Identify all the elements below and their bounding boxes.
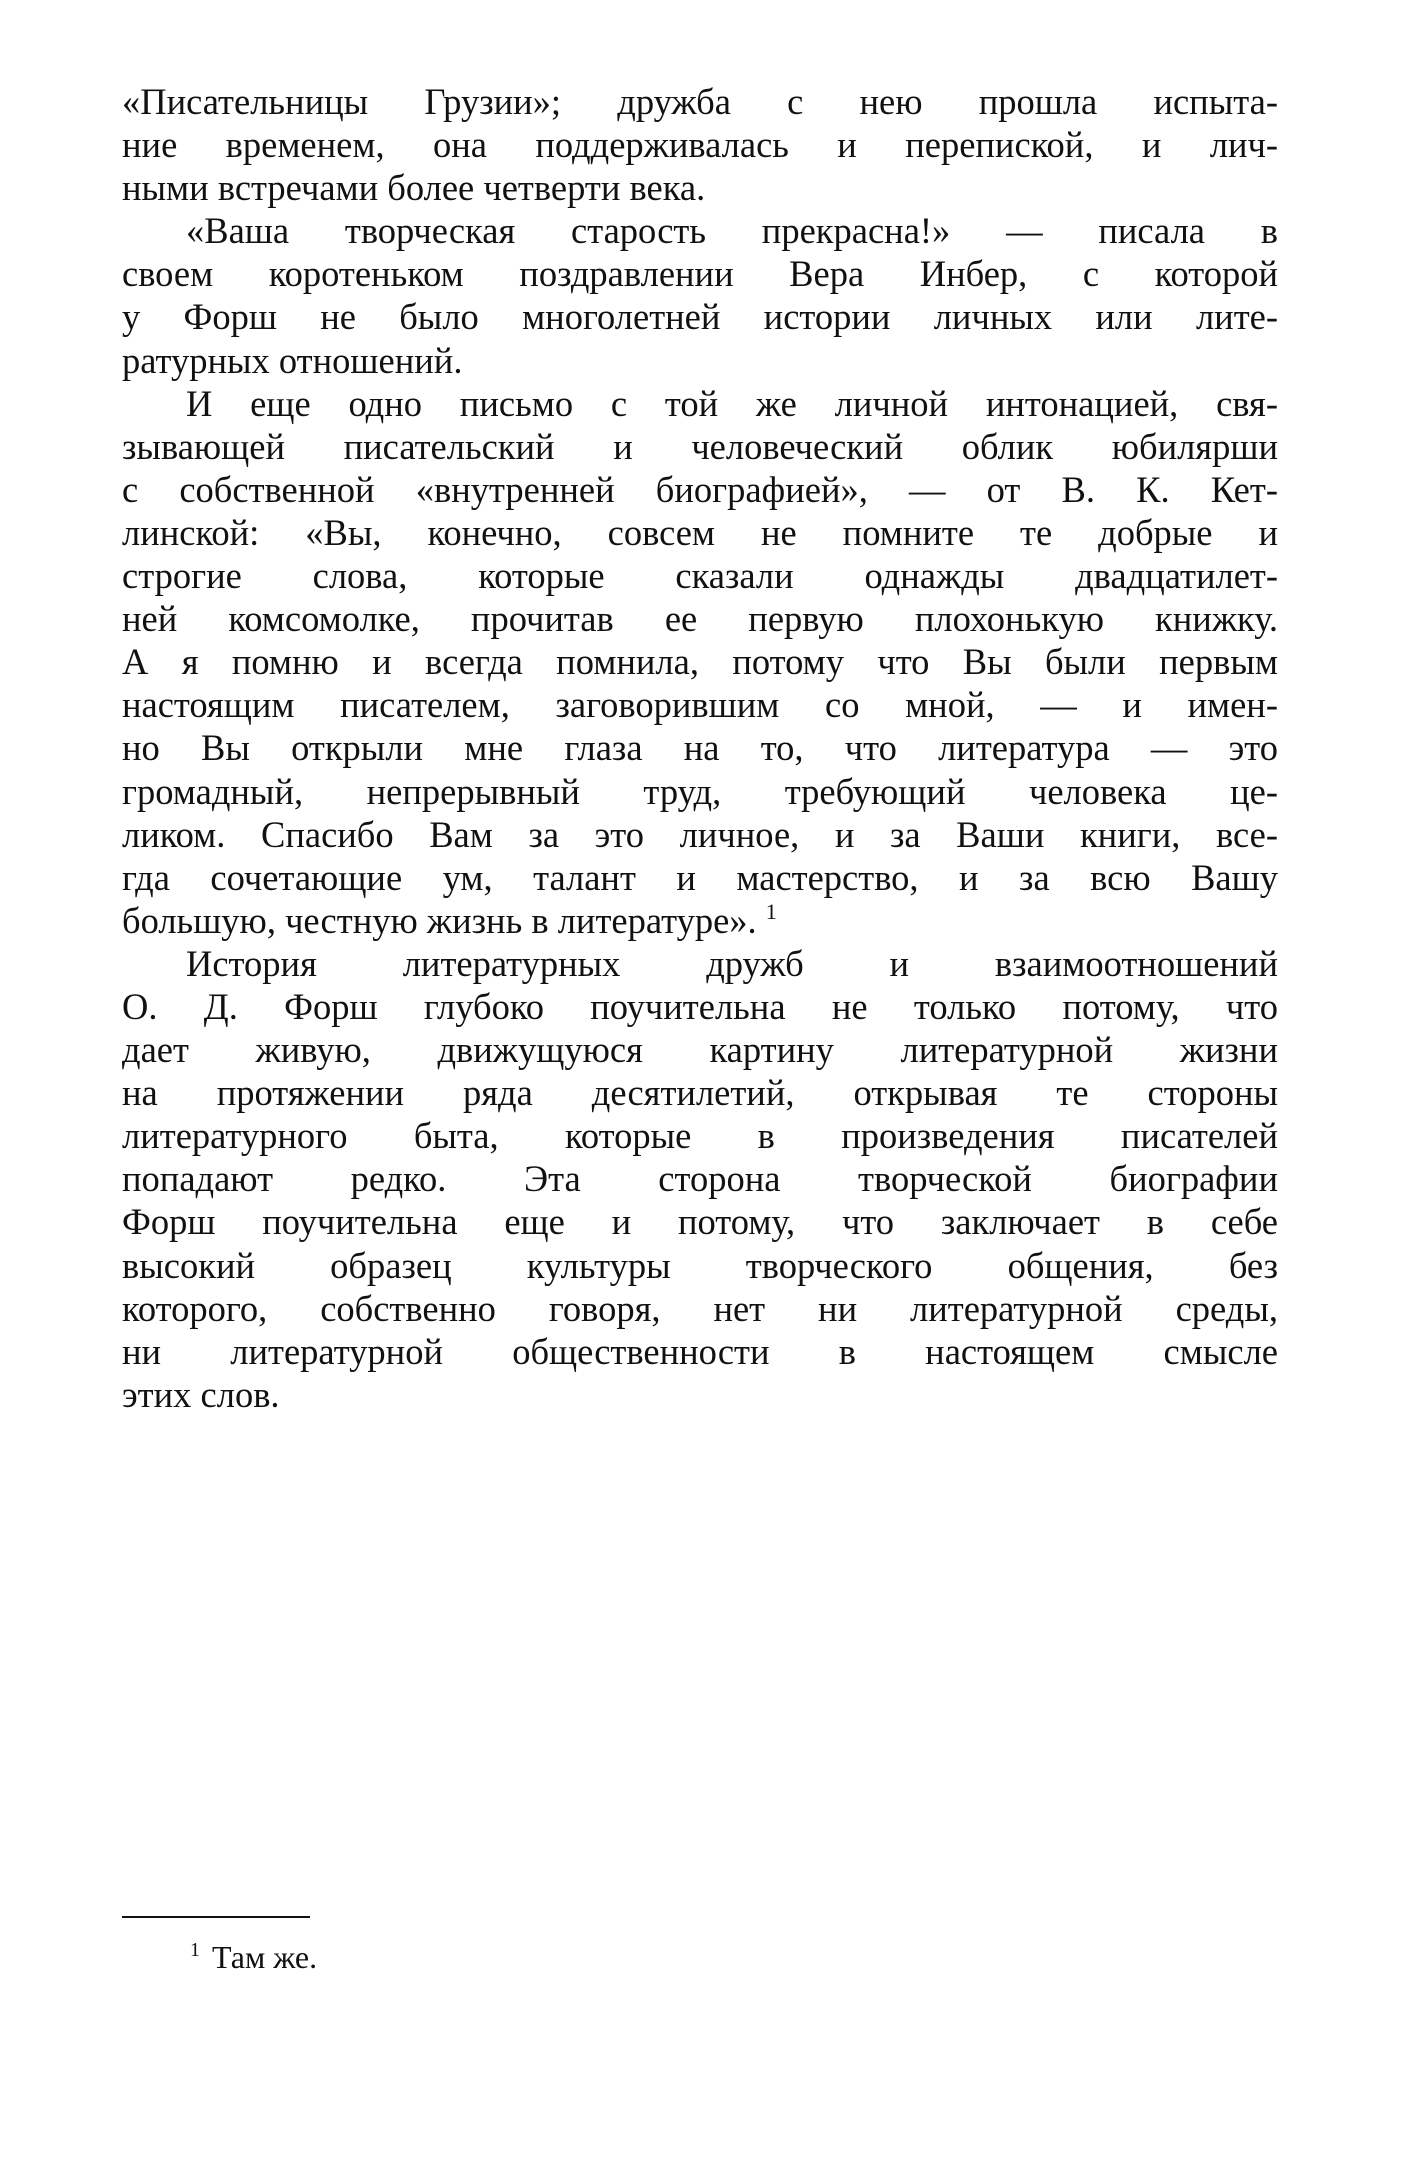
footnote-divider xyxy=(122,1916,310,1918)
text-line: на протяжении ряда десятилетий, открывая те стороны xyxy=(122,1072,1278,1114)
text-line: ными встречами более четверти века. xyxy=(122,167,706,209)
text-line: которого, собственно говоря, нет ни литературной среды, xyxy=(122,1287,1278,1329)
text-line: Форш поучительна еще и потому, что заключает в себе xyxy=(122,1201,1278,1243)
text-line: дает живую, движущуюся картину литературной жизни xyxy=(122,1029,1278,1071)
text-line: настоящим писателем, заговорившим со мной, — и имен- xyxy=(122,684,1278,726)
text-line-with-footnote xyxy=(122,899,1278,942)
body-text xyxy=(122,80,1278,1416)
text-line: ратурных отношений. xyxy=(122,339,463,381)
text-line: ликом. Спасибо Вам за это личное, и за Ваши книги, все- xyxy=(122,813,1278,855)
text-line: гда сочетающие ум, талант и мастерство, и за всю Вашу xyxy=(122,856,1278,898)
text-line: ние временем, она поддерживалась и перепиской, и лич- xyxy=(122,124,1278,166)
text-line: этих слов. xyxy=(122,1373,280,1415)
text-line: И еще одно письмо с той же личной интонацией, свя- xyxy=(186,382,1278,424)
text-line: ней комсомолке, прочитав ее первую плохонькую книжку. xyxy=(122,598,1278,640)
text-line: высокий образец культуры творческого общения, без xyxy=(122,1244,1278,1286)
text-line: строгие слова, которые сказали однажды двадцатилет- xyxy=(122,555,1278,597)
text-line: зывающей писательский и человеческий облик юбилярши xyxy=(122,425,1278,467)
text-line: громадный, непрерывный труд, требующий человека це- xyxy=(122,770,1278,812)
text-line: История литературных дружб и взаимоотношений xyxy=(186,942,1278,984)
text-line: большую, честную жизнь в литературе». xyxy=(122,899,757,941)
text-line: у Форш не было многолетней истории личных или лите- xyxy=(122,296,1278,338)
text-line: А я помню и всегда помнила, потому что Вы были первым xyxy=(122,641,1278,683)
text-line: но Вы открыли мне глаза на то, что литература — это xyxy=(122,727,1278,769)
text-line: «Ваша творческая старость прекрасна!» — писала в xyxy=(186,210,1278,252)
text-line: литературного быта, которые в произведения писателей xyxy=(122,1115,1278,1157)
text-line: О. Д. Форш глубоко поучительна не только потому, что xyxy=(122,985,1278,1027)
text-line: с собственной «внутренней биографией», — от В. К. Кет- xyxy=(122,468,1278,510)
footnote-text: Там же. xyxy=(212,1939,318,1975)
text-line: своем коротеньком поздравлении Вера Инбер, с которой xyxy=(122,253,1278,295)
text-line: ни литературной общественности в настоящем смысле xyxy=(122,1330,1278,1372)
footnote-reference: 1 xyxy=(765,898,777,924)
text-line: линской: «Вы, конечно, совсем не помните те добрые и xyxy=(122,511,1278,553)
footnote xyxy=(190,1937,317,1977)
text-line: «Писательницы Грузии»; дружба с нею прошла испыта- xyxy=(122,81,1278,122)
footnote-mark: 1 xyxy=(190,1939,200,1961)
text-line: попадают редко. Эта сторона творческой биографии xyxy=(122,1158,1278,1200)
